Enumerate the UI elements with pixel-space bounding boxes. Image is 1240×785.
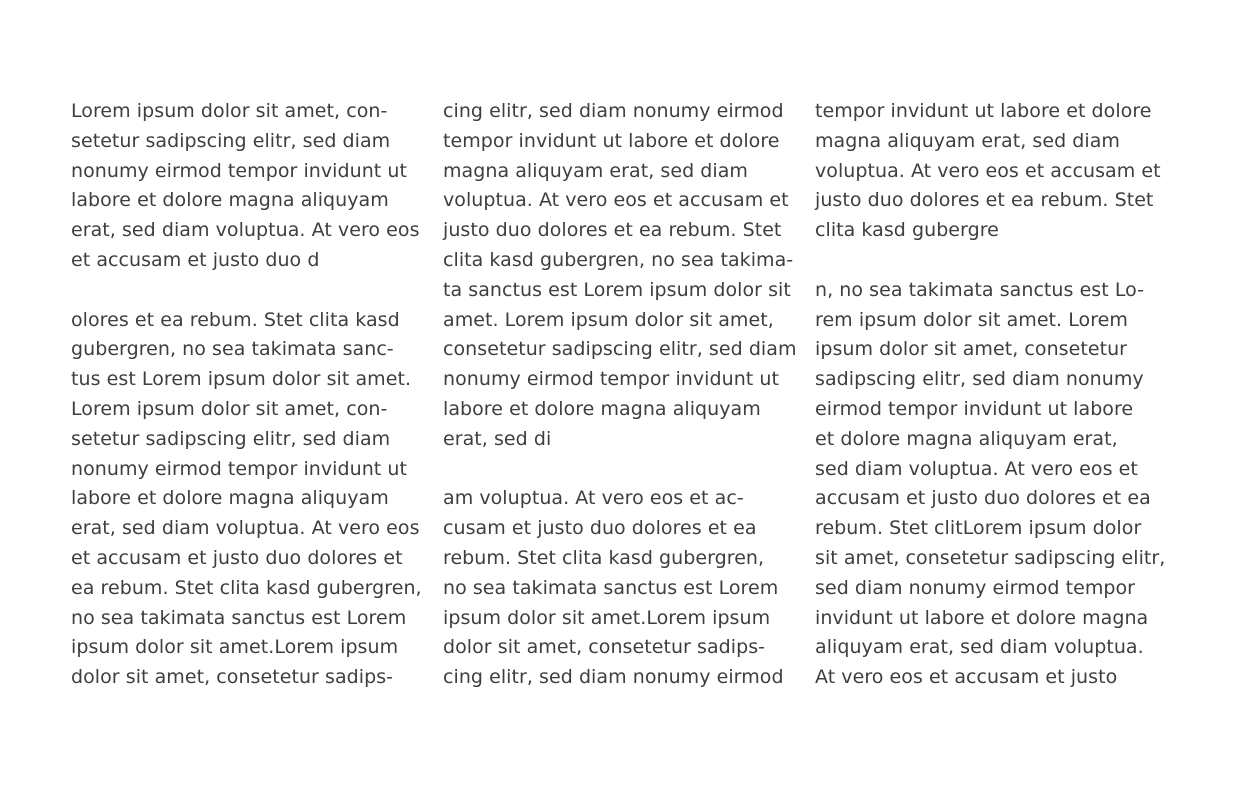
text-line: rebum. Stet clita kasd gubergren, [443,546,765,569]
text-line: setetur sadipscing elitr, sed diam [71,427,391,450]
text-line: ipsum dolor sit amet.Lorem ipsum [71,636,399,659]
text-line: tempor invidunt ut labore et dolore [443,129,780,152]
text-line: aliquyam erat, sed diam voluptua. [815,636,1144,659]
text-line: justo duo dolores et ea rebum. Stet [443,219,782,242]
text-line: et accusam et justo duo dolores et [71,546,403,569]
text-line: rebum. Stet clitLorem ipsum dolor [815,517,1142,540]
text-line: eirmod tempor invidunt ut labore [815,397,1134,420]
text-line: consetetur sadipscing elitr, sed diam [443,338,797,361]
text-line: Lorem ipsum dolor sit amet, con- [71,397,388,420]
text-line: ipsum dolor sit amet.Lorem ipsum [443,606,771,629]
text-line: Lorem ipsum dolor sit amet, con- [71,100,388,122]
text-line: At vero eos et accusam et justo [815,666,1118,689]
text-line: gubergren, no sea takimata sanc- [71,338,394,361]
text-line: no sea takimata sanctus est Lorem [443,576,779,599]
text-line: erat, sed diam voluptua. At vero eos [71,517,420,540]
text-line: magna aliquyam erat, sed diam [815,129,1120,152]
text-line: amet. Lorem ipsum dolor sit amet, [443,308,774,331]
text-line: nonumy eirmod tempor invidunt ut [71,457,407,480]
paragraph-break [443,455,803,485]
text-line: ta sanctus est Lorem ipsum dolor sit [443,278,791,301]
text-line: dolor sit amet, consetetur sadips- [443,636,766,659]
text-line: erat, sed diam voluptua. At vero eos [71,219,420,242]
text-line: nonumy eirmod tempor invidunt ut [71,159,407,182]
text-line: accusam et justo duo dolores et ea [815,487,1151,510]
text-line: magna aliquyam erat, sed diam [443,159,748,182]
text-line: tus est Lorem ipsum dolor sit amet. [71,368,412,391]
text-line: voluptua. At vero eos et accusam et [815,159,1161,182]
text-line: clita kasd gubergren, no sea takima- [443,248,794,271]
text-line: labore et dolore magna aliquyam [443,397,761,420]
text-line: n, no sea takimata sanctus est Lo- [815,278,1145,301]
text-line: cing elitr, sed diam nonumy eirmod [443,666,784,689]
text-line: et dolore magna aliquyam erat, [815,427,1118,450]
text-line: nonumy eirmod tempor invidunt ut [443,368,779,391]
text-line: sit amet, consetetur sadipscing elitr, [815,546,1166,569]
text-line: erat, sed di [443,427,552,450]
text-line: cing elitr, sed diam nonumy eirmod [443,100,784,122]
text-line: setetur sadipscing elitr, sed diam [71,129,391,152]
text-line: am voluptua. At vero eos et ac- [443,487,744,510]
text-line: sadipscing elitr, sed diam nonumy [815,368,1144,391]
text-line: cusam et justo duo dolores et ea [443,517,757,540]
text-line: tempor invidunt ut labore et dolore [815,100,1152,122]
text-column-3 [815,97,1175,693]
text-line: ipsum dolor sit amet, consetetur [815,338,1128,361]
text-line: sed diam nonumy eirmod tempor [815,576,1136,599]
paragraph-break [815,246,1175,276]
text-line: invidunt ut labore et dolore magna [815,606,1149,629]
text-line: rem ipsum dolor sit amet. Lorem [815,308,1128,331]
text-line: sed diam voluptua. At vero eos et [815,457,1138,480]
text-line: dolor sit amet, consetetur sadips- [71,666,394,689]
text-line: clita kasd gubergre [815,219,999,242]
text-column-1 [71,97,431,693]
text-line: ea rebum. Stet clita kasd gubergren, [71,576,422,599]
text-line: voluptua. At vero eos et accusam et [443,189,789,212]
text-column-2 [443,97,803,693]
text-line: labore et dolore magna aliquyam [71,487,389,510]
text-line: olores et ea rebum. Stet clita kasd [71,308,400,331]
paragraph-break [71,276,431,306]
text-line: justo duo dolores et ea rebum. Stet [815,189,1154,212]
text-line: et accusam et justo duo d [71,248,320,271]
text-line: no sea takimata sanctus est Lorem [71,606,407,629]
text-line: labore et dolore magna aliquyam [71,189,389,212]
